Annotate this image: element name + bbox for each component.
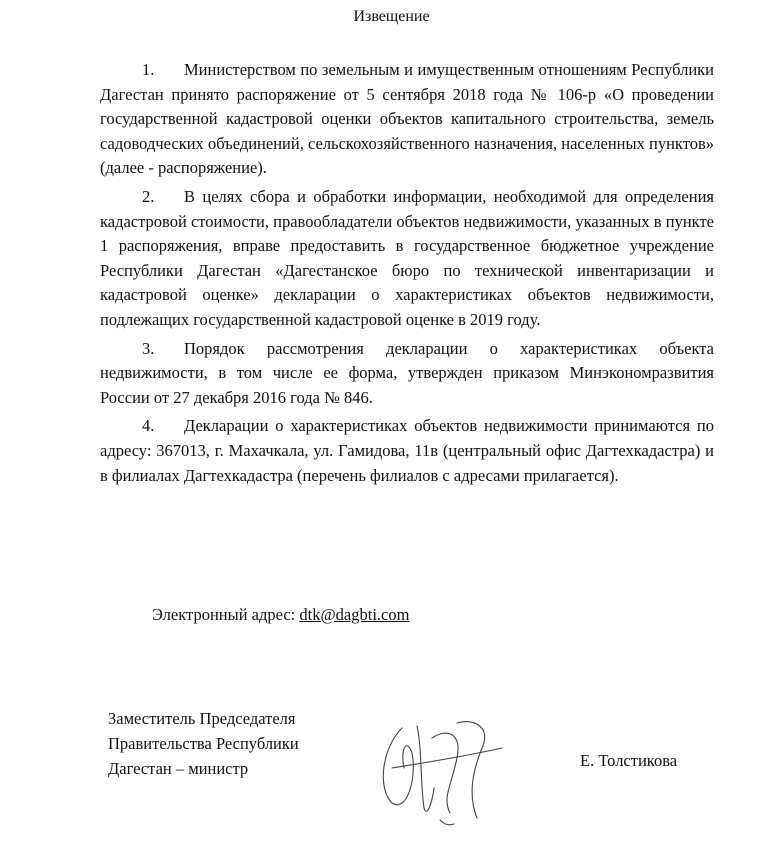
handwritten-signature xyxy=(362,708,512,838)
paragraph-number: 1. xyxy=(142,60,155,79)
document-body xyxy=(100,58,714,492)
email-link[interactable]: dtk@dagbti.com xyxy=(299,605,410,624)
paragraph-1 xyxy=(100,58,714,181)
signatory-name: Е. Толстикова xyxy=(580,751,678,770)
paragraph-4 xyxy=(100,414,714,488)
document-title: Извещение xyxy=(353,8,430,25)
paragraph-text: Декларации о характеристиках объектов недвижимости принимаются по адресу: 367013, г. Махачкала, ул. Гамидова, 11в (центральный офис Дагтехкадастра) и в филиалах Дагтехкадастра (перечень филиалов с адресами прилагается). xyxy=(100,416,714,485)
email-label: Электронный адрес: xyxy=(152,605,296,624)
signatory-position-line: Заместитель Председателя xyxy=(108,709,296,728)
paragraph-3 xyxy=(100,337,714,411)
paragraph-number: 3. xyxy=(142,338,155,358)
signatory-position-line: Правительства Республики xyxy=(108,734,299,753)
paragraph-text: Порядок рассмотрения декларации о характеристиках объекта недвижимости, в том числе ее форма, утвержден приказом Минэкономразвития России от 27 декабря 2016 года № 846. xyxy=(100,338,714,407)
signatory-position xyxy=(108,706,299,781)
paragraph-text: Министерством по земельным и имущественным отношениям Республики Дагестан принято распоряжение от 5 сентября 2018 года № 106-р «О проведении государственной кадастровой оценки объектов капитального строительства, земель садоводческих объединений, сельскохозяйственного назначения, населенных пунктов» (далее - распоряжение). xyxy=(100,60,714,178)
signatory-position-line: Дагестан – министр xyxy=(108,759,249,778)
paragraph-number: 4. xyxy=(142,416,155,436)
paragraph-2 xyxy=(100,185,714,333)
email-line xyxy=(152,605,409,625)
paragraph-text: В целях сбора и обработки информации, необходимой для определения кадастровой стоимости, правообладатели объектов недвижимости, указанных в пункте 1 распоряжения, вправе предоставить в государственное бюджетное учреждение Республики Дагестан «Дагестанское бюро по технической инвентаризации и кадастровой оценке» декларации о характеристиках объектов недвижимости, подлежащих государственной кадастровой оценке в 2019 году. xyxy=(100,186,714,329)
paragraph-number: 2. xyxy=(142,186,155,206)
